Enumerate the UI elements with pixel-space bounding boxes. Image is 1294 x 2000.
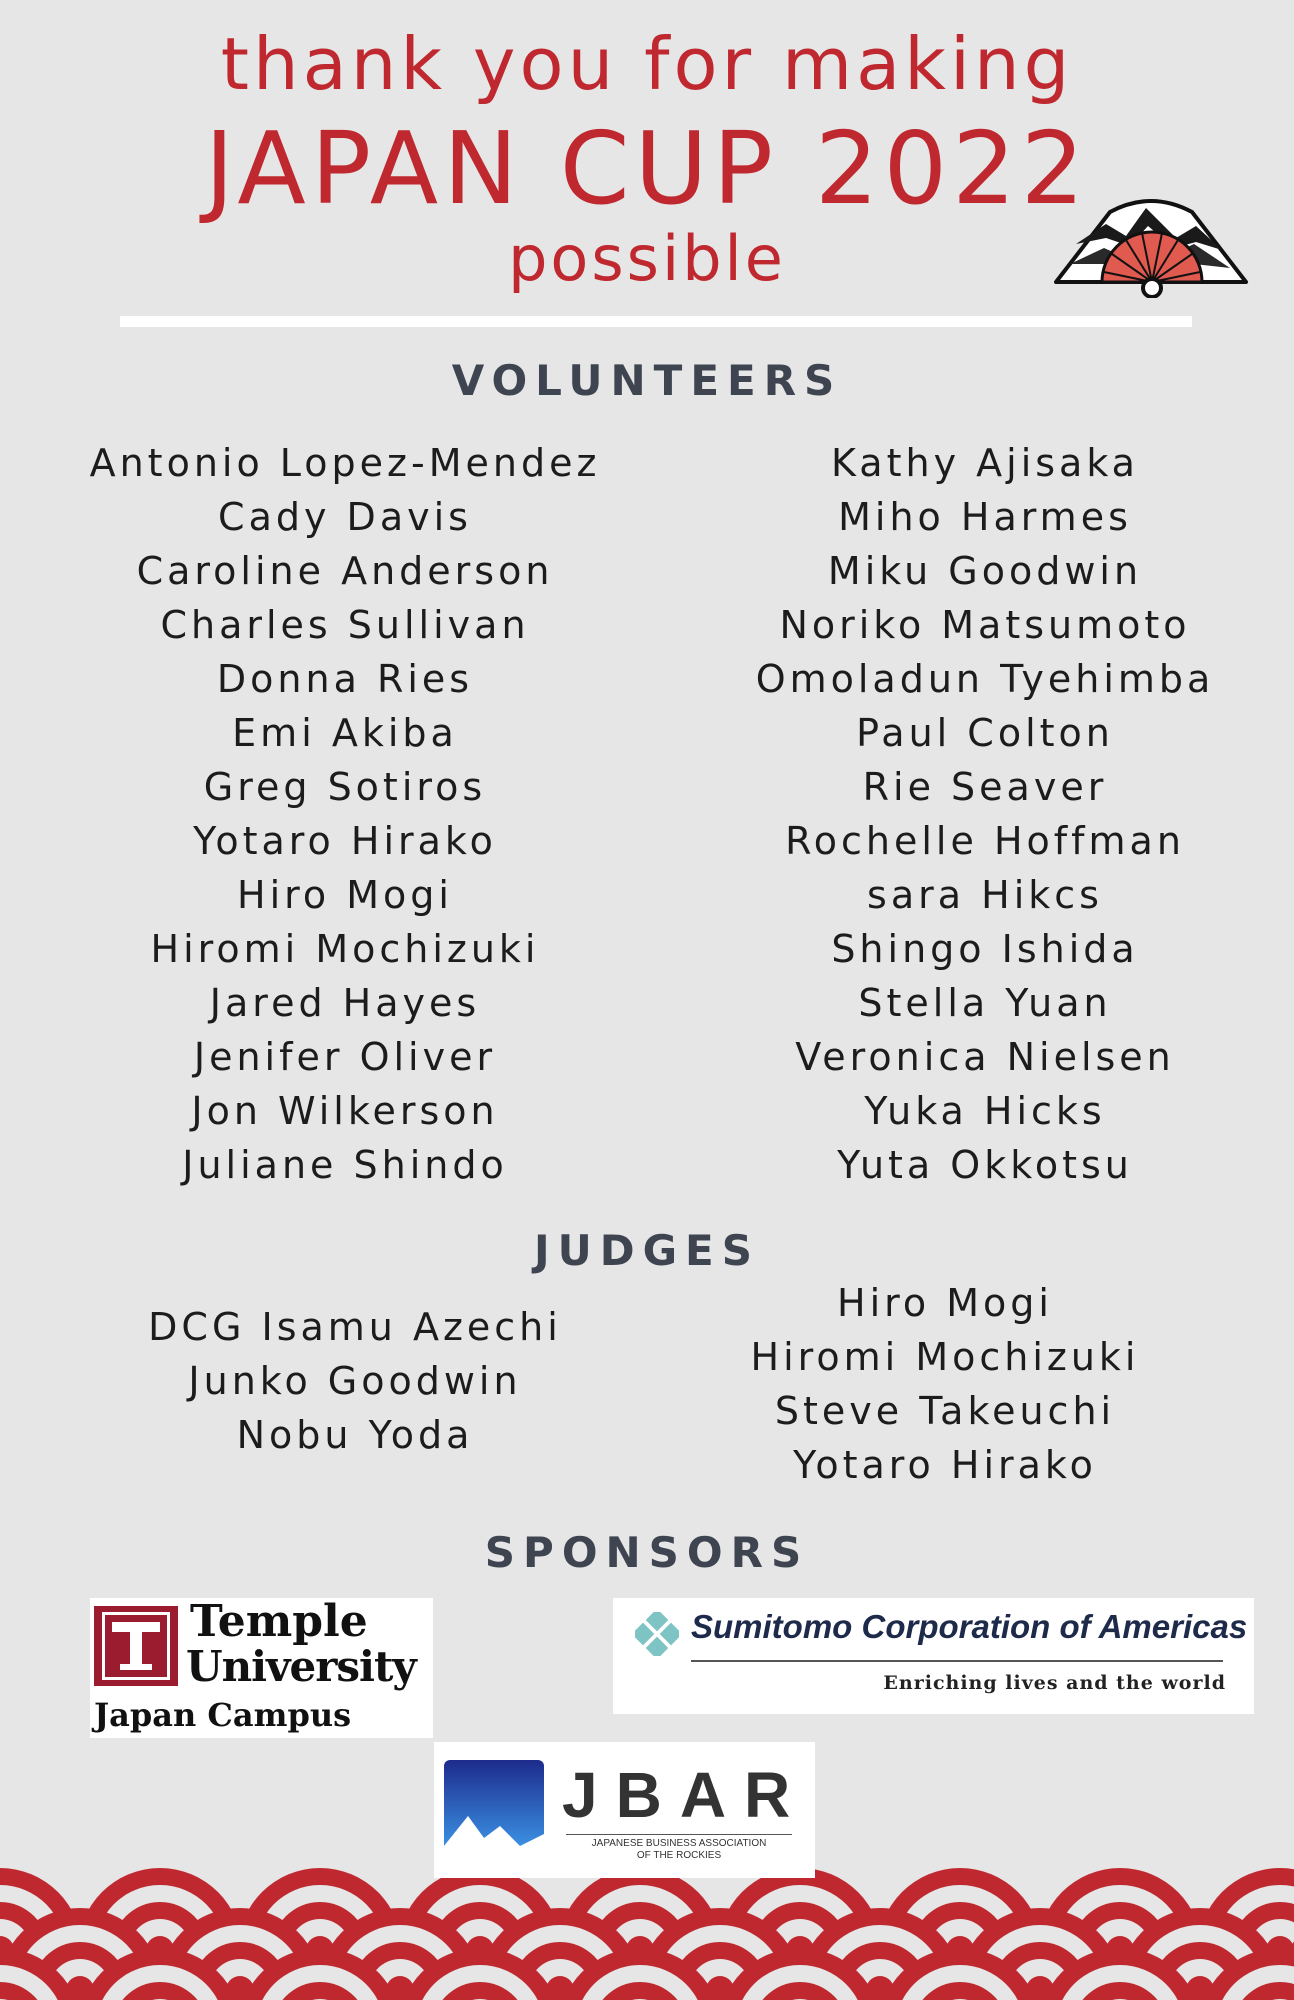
person-name: Kathy Ajisaka (831, 441, 1139, 485)
person-name: Donna Ries (216, 657, 474, 701)
person-name: Charles Sullivan (160, 603, 530, 647)
divider (120, 316, 1192, 327)
person-name: Jenifer Oliver (193, 1035, 497, 1079)
person-name: Yotaro Hirako (193, 819, 497, 863)
person-name: Hiromi Mochizuki (150, 927, 540, 971)
person-name: Yuka Hicks (864, 1089, 1106, 1133)
person-name: Nobu Yoda (236, 1413, 474, 1457)
person-name: Emi Akiba (232, 711, 458, 755)
sumitomo-mark-icon (635, 1612, 679, 1656)
person-name: Miku Goodwin (827, 549, 1143, 593)
person-name: Cady Davis (218, 495, 472, 539)
person-name: Juliane Shindo (182, 1143, 508, 1187)
jbar-sub2: OF THE ROCKIES (636, 1850, 722, 1861)
person-name: Paul Colton (856, 711, 1114, 755)
jbar-name: JBAR (562, 1759, 809, 1831)
person-name: Omoladun Tyehimba (755, 657, 1215, 701)
judges-left-list (40, 1300, 670, 1462)
person-name: sara Hikcs (867, 873, 1103, 917)
person-name: Hiro Mogi (237, 873, 453, 917)
temple-t-icon (94, 1606, 178, 1686)
judges-heading: JUDGES (533, 1226, 760, 1275)
jbar-logo (434, 1742, 815, 1878)
jbar-divider (566, 1834, 792, 1835)
title-line-1: thank you for making (220, 22, 1074, 106)
person-name: Antonio Lopez-Mendez (89, 441, 601, 485)
person-name: Hiromi Mochizuki (750, 1335, 1140, 1379)
folding-fan-icon (1046, 182, 1256, 298)
person-name: Steve Takeuchi (774, 1389, 1116, 1433)
person-name: Rie Seaver (862, 765, 1108, 809)
sumitomo-logo (613, 1598, 1254, 1714)
sumitomo-name: Sumitomo Corporation of Americas (691, 1608, 1248, 1645)
person-name: Yotaro Hirako (793, 1443, 1097, 1487)
jbar-sub1: JAPANESE BUSINESS ASSOCIATION (591, 1838, 767, 1849)
person-name: Veronica Nielsen (795, 1035, 1175, 1079)
sponsors-heading: SPONSORS (484, 1528, 810, 1577)
person-name: Greg Sotiros (203, 765, 487, 809)
temple-name-line3: Japan Campus (94, 1696, 352, 1734)
person-name: Rochelle Hoffman (785, 819, 1185, 863)
person-name: Shingo Ishida (831, 927, 1139, 971)
person-name: Jared Hayes (209, 981, 481, 1025)
person-name: Junko Goodwin (188, 1359, 522, 1403)
volunteers-left-list (40, 436, 650, 1192)
volunteers-heading: VOLUNTEERS (451, 356, 843, 405)
sumitomo-divider (691, 1660, 1223, 1662)
event-title: JAPAN CUP 2022 (204, 110, 1090, 227)
sumitomo-tagline: Enriching lives and the world (883, 1672, 1226, 1694)
judges-right-list (670, 1276, 1220, 1492)
person-name: Stella Yuan (858, 981, 1112, 1025)
person-name: Noriko Matsumoto (779, 603, 1191, 647)
temple-name-line2: University (186, 1642, 416, 1691)
person-name: Yuta Okkotsu (837, 1143, 1133, 1187)
person-name: Caroline Anderson (136, 549, 554, 593)
person-name: DCG Isamu Azechi (148, 1305, 562, 1349)
volunteers-right-list (680, 436, 1290, 1192)
temple-name-line1: Temple (190, 1596, 368, 1647)
person-name: Jon Wilkerson (191, 1089, 499, 1133)
person-name: Hiro Mogi (837, 1281, 1053, 1325)
temple-university-logo (90, 1598, 433, 1738)
jbar-mountain-icon (444, 1760, 544, 1860)
person-name: Miho Harmes (838, 495, 1132, 539)
title-line-3: possible (508, 222, 786, 295)
